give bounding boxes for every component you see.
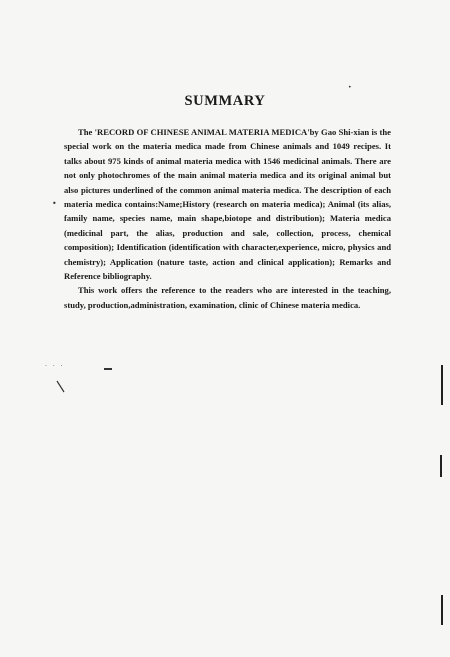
right-edge-mark-2 — [440, 455, 442, 477]
right-edge-mark-3 — [441, 595, 443, 625]
scan-dots-mark: · · · — [45, 363, 65, 370]
page-title: SUMMARY — [184, 93, 266, 109]
summary-paragraph-2: This work offers the reference to the readers who are interested in the teaching, study, production,administration, examination, clinic of Chinese materia medica. — [64, 285, 391, 310]
summary-body — [64, 125, 391, 312]
margin-dot-mark: • — [52, 199, 57, 208]
summary-paragraph-1: The 'RECORD OF CHINESE ANIMAL MATERIA MEDICA'by Gao Shi-xian is the special work on the materia medica made from Chinese animals and 1049 recipes. It talks about 975 kinds of animal materia medica with 1546 medicinal animals. There are not only photochromes of the main animal materia medica and its original animal but also pictures underlined of the common animal materia medica. The description of each materia medica contains:Name;History (research on materia medica); Animal (its alias, family name, species name, main shape,biotope and distribution); Materia medica (medicinal part, the alias, production and sale, collection, process, chemical composition); Identification (identification with character,experience, micro, physics and chemistry); Application (nature taste, action and clinical application); Remarks and Reference bibliography. — [64, 127, 391, 282]
right-edge-mark — [441, 365, 443, 405]
scan-dash-mark — [104, 368, 112, 370]
top-speck-mark: • — [348, 84, 352, 91]
scan-stroke-mark — [56, 380, 66, 394]
